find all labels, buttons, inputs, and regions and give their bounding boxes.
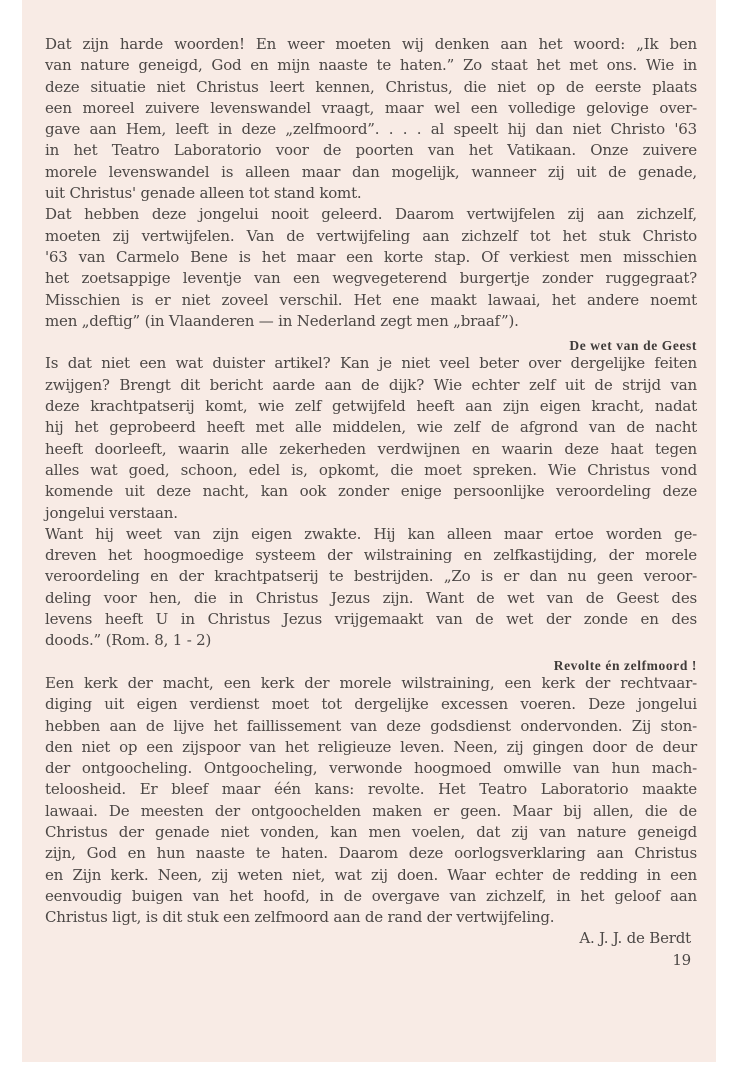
text-line: Want hij weet van zijn eigen zwakte. Hij kan alleen maar ertoe worden ge- [45, 524, 697, 543]
page-number: 19 [672, 950, 691, 969]
author-signature: A. J. J. de Berdt [579, 929, 691, 948]
text-line: uit Christus' genade alleen tot stand komt. [45, 184, 362, 203]
text-line: morele levenswandel is alleen maar dan mogelijk, wanneer zij uit de genade, [45, 162, 697, 181]
text-line: veroordeling en der krachtpatserij te bestrijden. „Zo is er dan nu geen veroor- [45, 567, 697, 586]
text-line: zwijgen? Brengt dit bericht aarde aan de dijk? Wie echter zelf uit de strijd van [45, 375, 697, 394]
text-line: komende uit deze nacht, kan ook zonder enige persoonlijke veroordeling deze [45, 482, 697, 501]
text-line: hebben aan de lijve het faillissement van deze godsdienst ondervonden. Zij ston- [45, 716, 697, 735]
text-line: jongelui verstaan. [45, 503, 178, 522]
text-line: moeten zij vertwijfelen. Van de vertwijfeling aan zichzelf tot het stuk Christo [45, 226, 697, 245]
text-line: doods.” (Rom. 8, 1 - 2) [45, 631, 212, 650]
text-line: een moreel zuivere levenswandel vraagt, maar wel een volledige gelovige over- [45, 98, 697, 117]
text-line: Dat hebben deze jongelui nooit geleerd. Daarom vertwijfelen zij aan zichzelf, [45, 205, 697, 224]
text-line: en Zijn kerk. Neen, zij weten niet, wat zij doen. Waar echter de redding in een [45, 865, 697, 884]
section-heading: Revolte én zelfmoord ! [553, 657, 697, 673]
text-line: gave aan Hem, leeft in deze „zelfmoord”. . . . al speelt hij dan niet Christo '63 [45, 120, 697, 139]
article-body [45, 34, 697, 971]
text-line: Is dat niet een wat duister artikel? Kan je niet veel beter over dergelijke feiten [45, 354, 697, 373]
book-page [22, 0, 716, 1062]
text-line: van nature geneigd, God en mijn naaste te haten.” Zo staat het met ons. Wie in [45, 56, 697, 75]
text-line: eenvoudig buigen van het hoofd, in de overgave van zichzelf, in het geloof aan [45, 886, 697, 905]
section-heading: De wet van de Geest [569, 338, 697, 354]
text-line: levens heeft U in Christus Jezus vrijgemaakt van de wet der zonde en des [45, 610, 697, 629]
text-line: diging uit eigen verdienst moet tot dergelijke excessen voeren. Deze jongelui [45, 695, 697, 714]
text-line: Misschien is er niet zoveel verschil. Het ene maakt lawaai, het andere noemt [45, 290, 697, 309]
text-line: Een kerk der macht, een kerk der morele wilstraining, een kerk der rechtvaar- [45, 673, 697, 692]
text-line: teloosheid. Er bleef maar één kans: revolte. Het Teatro Laboratorio maakte [45, 780, 697, 799]
text-line: Dat zijn harde woorden! En weer moeten wij denken aan het woord: „Ik ben [45, 35, 697, 53]
text-line: het zoetsappige leventje van een wegvegeterend burgertje zonder ruggegraat? [45, 269, 697, 288]
text-line: dreven het hoogmoedige systeem der wilstraining en zelfkastijding, der morele [45, 546, 697, 565]
text-line: zijn, God en hun naaste te haten. Daarom deze oorlogsverklaring aan Christus [45, 844, 697, 863]
text-line: Christus der genade niet vonden, kan men voelen, dat zij van nature geneigd [45, 822, 697, 841]
paragraph [45, 34, 697, 204]
text-line: deze situatie niet Christus leert kennen, Christus, die niet op de eerste plaats [45, 77, 697, 96]
text-line: lawaai. De meesten der ontgoochelden maken er geen. Maar bij allen, die de [45, 801, 697, 820]
text-line: '63 van Carmelo Bene is het maar een korte stap. Of verkiest men misschien [45, 247, 697, 266]
text-line: heeft doorleeft, waarin alle zekerheden verdwijnen en waarin deze haat tegen [45, 439, 697, 458]
text-line: alles wat goed, schoon, edel is, opkomt, die moet spreken. Wie Christus vond [45, 460, 697, 479]
paragraph [45, 353, 697, 523]
text-line: deling voor hen, die in Christus Jezus zijn. Want de wet van de Geest des [45, 588, 697, 607]
text-line: der ontgoocheling. Ontgoocheling, verwonde hoogmoed omwille van hun mach- [45, 759, 697, 778]
text-line: deze krachtpatserij komt, wie zelf getwijfeld heeft aan zijn eigen kracht, nadat [45, 397, 697, 416]
text-line: men „deftig” (in Vlaanderen — in Nederland zegt men „braaf”). [45, 311, 519, 330]
paragraph [45, 204, 697, 332]
paragraph [45, 673, 697, 929]
paragraph [45, 524, 697, 652]
text-line: den niet op een zijspoor van het religieuze leven. Neen, zij gingen door de deur [45, 737, 697, 756]
text-line: hij het geprobeerd heeft met alle middelen, wie zelf de afgrond van de nacht [45, 418, 697, 437]
text-line: Christus ligt, is dit stuk een zelfmoord aan de rand der vertwijfeling. [45, 908, 555, 927]
text-line: in het Teatro Laboratorio voor de poorten van het Vatikaan. Onze zuivere [45, 141, 697, 160]
